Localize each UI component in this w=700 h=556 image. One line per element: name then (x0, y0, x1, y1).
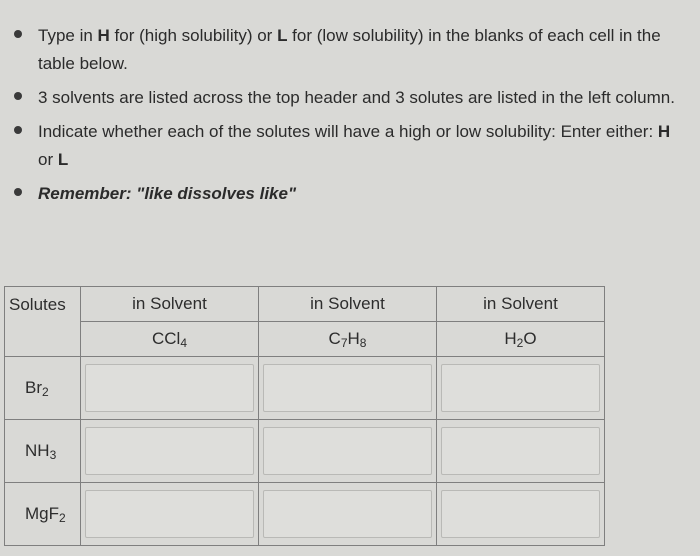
bullet-icon (14, 92, 22, 100)
bullet-icon (14, 188, 22, 196)
answer-cell (259, 483, 437, 546)
formula-row (5, 322, 605, 357)
solutes-header: Solutes (5, 287, 81, 357)
formula-sub: 8 (359, 335, 367, 350)
instruction-text: Indicate whether each of the solutes will have a high or low solubility: Enter either: H or L (38, 122, 671, 169)
answer-input-mgf2-c7h8[interactable] (263, 490, 432, 538)
answer-cell (81, 483, 259, 546)
bullet-icon (14, 126, 22, 134)
solvent-header-label: in Solvent (437, 287, 605, 322)
formula-base: CCl (151, 328, 181, 348)
answer-input-mgf2-ccl4[interactable] (85, 490, 254, 538)
instruction-text: 3 solvents are listed across the top header and 3 solutes are listed in the left column. (38, 88, 675, 107)
instruction-text: Type in H for (high solubility) or L for (low solubility) in the blanks of each cell in the table below. (38, 26, 661, 73)
formula-sub: 4 (180, 335, 188, 350)
formula-base: NH (25, 440, 50, 460)
formula-sub: 2 (516, 335, 524, 350)
answer-cell (259, 420, 437, 483)
answer-input-br2-ccl4[interactable] (85, 364, 254, 412)
instructions-list (0, 22, 700, 214)
answer-cell (437, 483, 605, 546)
formula-tail: O (523, 328, 537, 348)
answer-cell (81, 357, 259, 420)
formula-sub: 2 (59, 510, 66, 525)
solute-label-mgf2 (5, 483, 81, 546)
bullet-icon (14, 30, 22, 38)
instruction-item (0, 118, 700, 174)
table-row (5, 483, 605, 546)
answer-input-nh3-h2o[interactable] (441, 427, 600, 475)
table-row (5, 420, 605, 483)
instruction-text: Remember: "like dissolves like" (38, 184, 297, 203)
header-row (5, 287, 605, 322)
solvent-formula-c7h8 (259, 322, 437, 357)
answer-cell (437, 357, 605, 420)
instruction-item (0, 22, 700, 78)
solvent-formula-ccl4 (81, 322, 259, 357)
answer-input-mgf2-h2o[interactable] (441, 490, 600, 538)
solute-label-nh3 (5, 420, 81, 483)
formula-tail: H (347, 328, 360, 348)
solvent-header-label: in Solvent (259, 287, 437, 322)
formula-base: Br (25, 377, 42, 397)
formula-base: C (328, 328, 341, 348)
instruction-item (0, 84, 700, 112)
formula-base: MgF (25, 503, 59, 523)
answer-input-nh3-c7h8[interactable] (263, 427, 432, 475)
solute-label-br2 (5, 357, 81, 420)
answer-input-br2-c7h8[interactable] (263, 364, 432, 412)
answer-cell (259, 357, 437, 420)
formula-sub: 7 (340, 335, 348, 350)
solvent-header-label: in Solvent (81, 287, 259, 322)
answer-cell (81, 420, 259, 483)
solubility-table (4, 286, 605, 546)
answer-cell (437, 420, 605, 483)
solvent-formula-h2o (437, 322, 605, 357)
formula-base: H (504, 328, 517, 348)
answer-input-br2-h2o[interactable] (441, 364, 600, 412)
formula-sub: 3 (49, 447, 57, 462)
table-row (5, 357, 605, 420)
formula-sub: 2 (42, 384, 49, 399)
answer-input-nh3-ccl4[interactable] (85, 427, 254, 475)
instruction-item (0, 180, 700, 208)
